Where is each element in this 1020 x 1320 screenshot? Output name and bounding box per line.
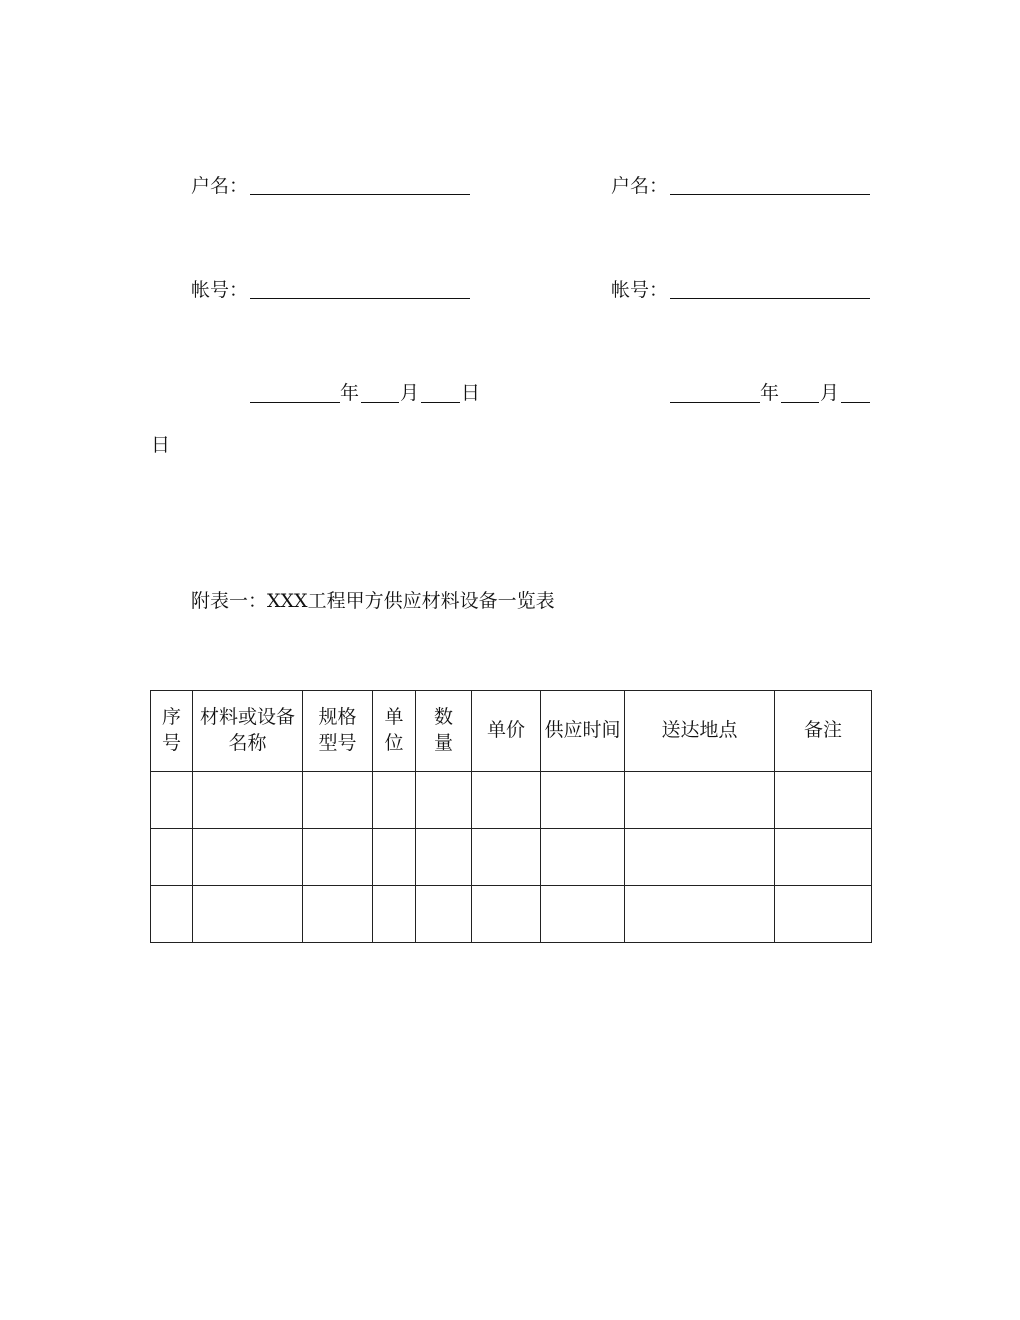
- table-cell[interactable]: [472, 829, 541, 886]
- right-date-day-line: [841, 402, 870, 403]
- table-cell[interactable]: [303, 886, 373, 943]
- table-cell[interactable]: [416, 772, 472, 829]
- header-cell-remarks: [775, 691, 872, 772]
- header-cell-supply-time: [541, 691, 625, 772]
- table-cell[interactable]: [775, 829, 872, 886]
- header-spec-model: 规格 型号: [318, 706, 357, 754]
- table-cell[interactable]: [541, 829, 625, 886]
- left-date-day: 日: [461, 382, 481, 404]
- table-cell[interactable]: [193, 886, 303, 943]
- table-cell[interactable]: [472, 772, 541, 829]
- right-date-month-line: [781, 402, 819, 403]
- left-date-month: 月: [400, 382, 420, 404]
- right-date-month: 月: [820, 382, 840, 404]
- header-cell-unit: [373, 691, 416, 772]
- header-cell-delivery-location: [625, 691, 775, 772]
- supply-table: [150, 690, 872, 943]
- table-row: [151, 829, 872, 886]
- right-date-day: 日: [151, 434, 171, 456]
- left-name-line: [250, 194, 470, 195]
- header-cell-spec-model: [303, 691, 373, 772]
- header-unit-price: 单价: [486, 719, 525, 742]
- header-quantity: 数 量: [433, 706, 453, 754]
- table-cell[interactable]: [416, 829, 472, 886]
- header-material-name: 材料或设备 名称: [199, 706, 295, 754]
- header-cell-quantity: [416, 691, 472, 772]
- table-cell[interactable]: [193, 829, 303, 886]
- left-account-line: [250, 298, 470, 299]
- right-date-year-line: [670, 402, 760, 403]
- left-date-month-line: [361, 402, 399, 403]
- table-row: [151, 886, 872, 943]
- table-cell[interactable]: [373, 772, 416, 829]
- header-unit: 单 位: [384, 706, 404, 754]
- table-cell[interactable]: [193, 772, 303, 829]
- table-cell[interactable]: [625, 772, 775, 829]
- left-account-label: 帐号：: [191, 279, 249, 301]
- table-cell[interactable]: [541, 772, 625, 829]
- header-cell-material-name: [193, 691, 303, 772]
- right-name-label: 户名：: [611, 175, 669, 197]
- table-cell[interactable]: [625, 829, 775, 886]
- table-cell[interactable]: [373, 829, 416, 886]
- table-header-row: [151, 691, 872, 772]
- table-cell[interactable]: [541, 886, 625, 943]
- table-row: [151, 772, 872, 829]
- left-date-year-line: [250, 402, 340, 403]
- table-cell[interactable]: [472, 886, 541, 943]
- table-cell[interactable]: [373, 886, 416, 943]
- table-cell[interactable]: [416, 886, 472, 943]
- table-cell[interactable]: [625, 886, 775, 943]
- left-date-year: 年: [340, 382, 360, 404]
- table-cell[interactable]: [775, 886, 872, 943]
- table-cell[interactable]: [303, 829, 373, 886]
- header-supply-time: 供应时间: [544, 719, 621, 742]
- left-date-day-line: [421, 402, 460, 403]
- right-date-year: 年: [760, 382, 780, 404]
- table-cell[interactable]: [151, 886, 193, 943]
- header-cell-unit-price: [472, 691, 541, 772]
- table-cell[interactable]: [303, 772, 373, 829]
- header-cell-serial: [151, 691, 193, 772]
- header-remarks: 备注: [803, 719, 842, 742]
- table-cell[interactable]: [775, 772, 872, 829]
- header-serial: 序 号: [161, 706, 181, 754]
- table-cell[interactable]: [151, 829, 193, 886]
- right-name-line: [670, 194, 870, 195]
- table-cell[interactable]: [151, 772, 193, 829]
- left-name-label: 户名：: [191, 175, 249, 197]
- right-account-line: [670, 298, 870, 299]
- appendix-title: 附表一：XXX工程甲方供应材料设备一览表: [191, 590, 555, 612]
- header-delivery-location: 送达地点: [661, 719, 738, 742]
- right-account-label: 帐号：: [611, 279, 669, 301]
